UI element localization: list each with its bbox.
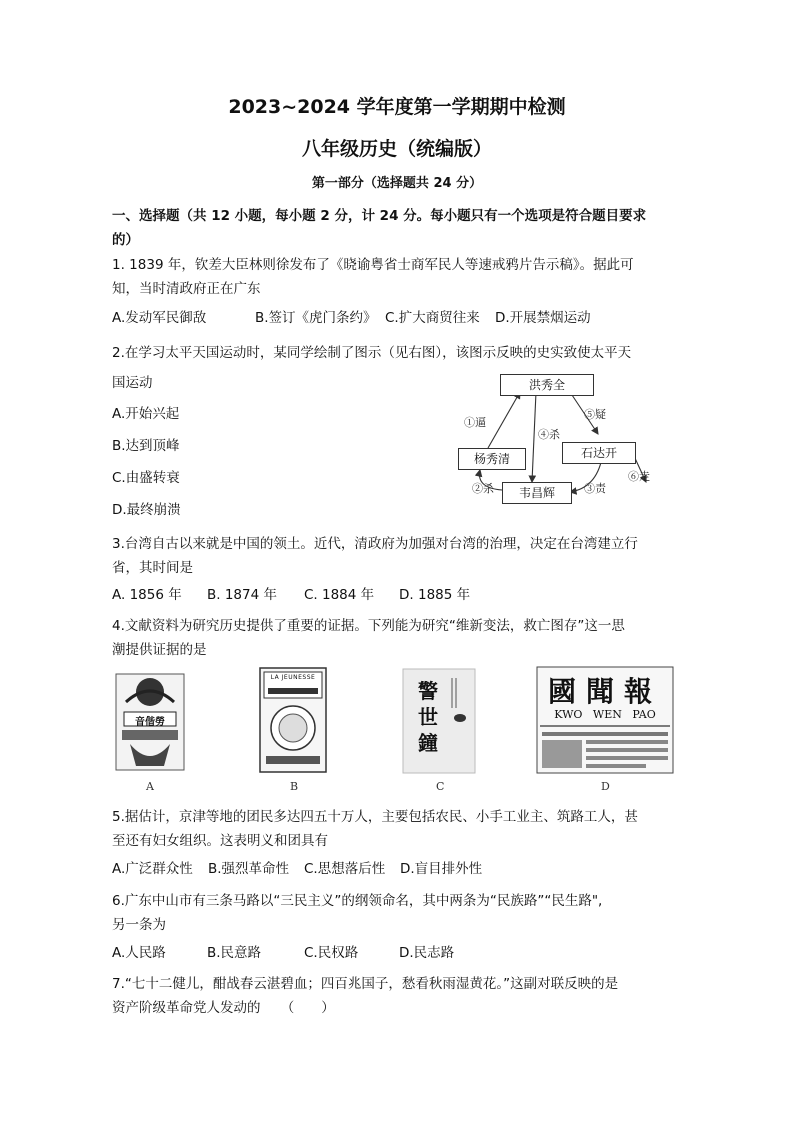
question-3 <box>112 532 697 580</box>
q5-options <box>112 857 697 877</box>
node-wei-changhui: 韦昌辉 <box>502 482 572 504</box>
q6-option-c[interactable]: C.民权路 <box>304 945 359 961</box>
q6-line-1: 6.广东中山市有三条马路以“三民主义”的纲领命名，其中两条为“民族路”“民生路", <box>112 893 603 909</box>
q2-option-d[interactable]: D.最终崩溃 <box>112 502 181 518</box>
q5-option-a[interactable]: A.广泛群众性 <box>112 861 193 877</box>
q4-image-c[interactable] <box>402 668 476 774</box>
q3-option-b[interactable]: B. 1874 年 <box>207 587 277 603</box>
q6-option-b[interactable]: B.民意路 <box>207 945 262 961</box>
exam-subtitle: 八年级历史（统编版） <box>301 138 492 160</box>
q2-option-a[interactable]: A.开始兴起 <box>112 406 180 422</box>
section-line-1: 一、选择题（共 12 小题，每小题 2 分，计 24 分。每小题只有一个选项是符合题目要求 <box>112 208 647 224</box>
q6-options <box>112 941 697 961</box>
q6-line-2: 另一条为 <box>112 917 166 933</box>
q5-option-b[interactable]: B.强烈革命性 <box>208 861 290 877</box>
section-line-2: 的） <box>112 232 139 248</box>
q4-image-a-title: 音偕勞 <box>135 717 165 728</box>
q1-line-2: 知，当时清政府正在广东 <box>112 281 261 297</box>
q6-option-d[interactable]: D.民志路 <box>399 945 455 961</box>
q3-option-a[interactable]: A. 1856 年 <box>112 587 182 603</box>
part-heading: 第一部分（选择题共 24 分） <box>311 176 483 191</box>
node-hong-xiuquan: 洪秀全 <box>500 374 594 396</box>
q4-caption-b: B <box>290 780 299 793</box>
q4-image-b-title: LA JEUNESSE <box>270 674 316 681</box>
question-5 <box>112 805 697 853</box>
q4-image-b[interactable] <box>258 666 328 774</box>
q2-option-b[interactable]: B.达到顶峰 <box>112 438 180 454</box>
q1-option-a[interactable]: A.发动军民御敌 <box>112 310 207 326</box>
q5-option-c[interactable]: C.思想落后性 <box>304 861 386 877</box>
q4-image-a[interactable] <box>114 672 186 776</box>
q3-line-2: 省，其时间是 <box>112 560 193 576</box>
edge-label-5: ⑤疑 <box>584 408 606 421</box>
q3-option-d[interactable]: D. 1885 年 <box>399 587 471 603</box>
q2-option-c[interactable]: C.由盛转衰 <box>112 470 180 486</box>
question-1 <box>112 253 697 301</box>
edge-label-6: ⑥走 <box>628 470 650 483</box>
q1-line-1: 1. 1839 年，钦差大臣林则徐发布了《晓谕粤省士商军民人等速戒鸦片告示稿》。据此可 <box>112 257 634 273</box>
q2-line-1: 2.在学习太平天国运动时，某同学绘制了图示（见右图），该图示反映的史实致使太平天 <box>112 345 632 361</box>
q4-image-d[interactable] <box>536 666 674 774</box>
edge-label-4: ④杀 <box>538 428 560 441</box>
q1-options <box>112 306 697 326</box>
q4-line-2: 潮提供证据的是 <box>112 642 207 658</box>
q5-line-2: 至还有妇女组织。这表明义和团具有 <box>112 833 328 849</box>
periodical-cover-b-icon <box>258 666 328 774</box>
q3-option-c[interactable]: C. 1884 年 <box>304 587 375 603</box>
question-7 <box>112 972 697 1020</box>
q2-line-2: 国运动 <box>112 375 153 391</box>
q4-image-d-roman: KWO WEN PAO <box>554 708 656 721</box>
q4-line-1: 4.文献资料为研究历史提供了重要的证据。下列能为研究“维新变法，救亡图存”这一思 <box>112 618 625 634</box>
question-4 <box>112 614 697 662</box>
node-yang-xiuqing: 杨秀清 <box>458 448 526 470</box>
q1-option-d[interactable]: D.开展禁烟运动 <box>495 310 591 326</box>
edge-label-1: ①逼 <box>464 416 486 429</box>
q6-option-a[interactable]: A.人民路 <box>112 945 166 961</box>
q5-option-d[interactable]: D.盲目排外性 <box>400 861 483 877</box>
q1-option-c[interactable]: C.扩大商贸往来 <box>385 310 480 326</box>
question-6 <box>112 889 697 937</box>
q7-line-2: 资产阶级革命党人发动的 （ ） <box>112 1000 335 1016</box>
exam-title: 2023~2024 学年度第一学期期中检测 <box>228 96 566 118</box>
section-heading <box>112 204 697 252</box>
edge-label-3: ③责 <box>584 482 606 495</box>
q3-line-1: 3.台湾自古以来就是中国的领土。近代，清政府为加强对台湾的治理，决定在台湾建立行 <box>112 536 638 552</box>
q5-line-1: 5.据估计，京津等地的团民多达四五十万人，主要包括农民、小手工业主、筑路工人，甚 <box>112 809 638 825</box>
q7-line-1: 7.“七十二健儿，酣战春云湛碧血；四百兆国子，愁看秋雨湿黄花。”这副对联反映的是 <box>112 976 619 992</box>
taiping-diagram <box>458 370 670 510</box>
q4-image-d-title: 報聞國 <box>547 675 662 708</box>
edge-label-2: ②杀 <box>472 482 494 495</box>
q4-caption-a: A <box>146 780 154 793</box>
q3-options <box>112 583 697 603</box>
q4-image-c-title: 警世鐘 <box>418 679 438 755</box>
q1-option-b[interactable]: B.签订《虎门条约》 <box>255 310 377 326</box>
q4-caption-d: D <box>601 780 610 793</box>
q4-caption-c: C <box>436 780 445 793</box>
node-shi-dakai: 石达开 <box>562 442 636 464</box>
